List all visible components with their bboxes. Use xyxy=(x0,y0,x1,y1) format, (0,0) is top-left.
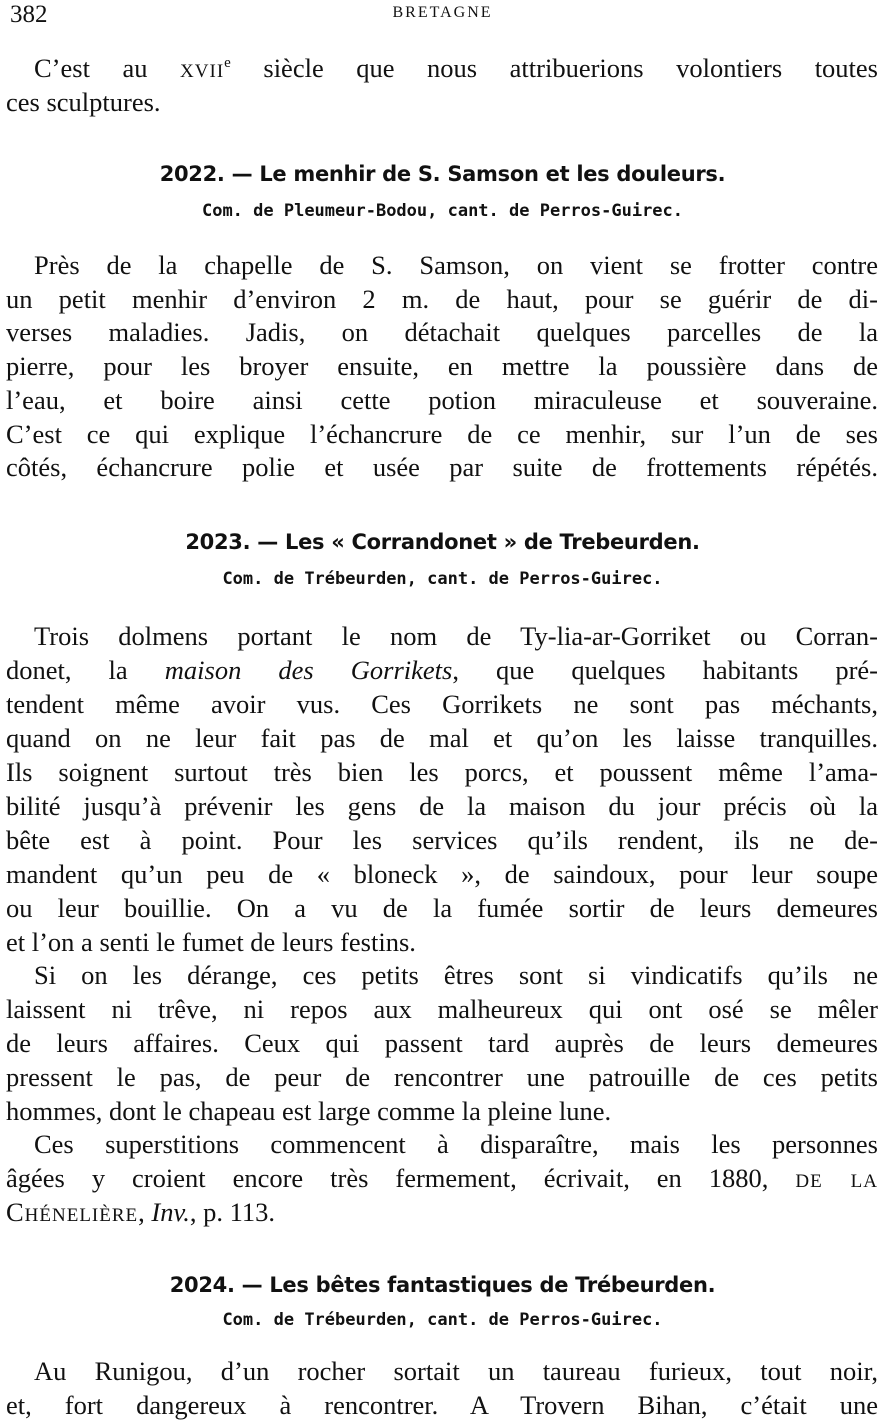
entry-2023-line: laissent ni trêve, ni repos aux malheureux qui ont osé se mêler xyxy=(6,994,878,1024)
running-head: BRETAGNE xyxy=(392,4,493,21)
entry-2023-line: bête est à point. Pour les services qu’ils rendent, ils ne de- xyxy=(6,825,878,855)
entry-2022-line: un petit menhir d’environ 2 m. de haut, pour se guérir de di- xyxy=(6,284,878,314)
entry-2022-line: côtés, échancrure polie et usée par suite de frottements répétés. xyxy=(6,452,878,482)
entry-2023-line: Ces superstitions commencent à disparaître, mais les personnes xyxy=(34,1129,878,1159)
entry-2022-line: verses maladies. Jadis, on détachait quelques parcelles de la xyxy=(6,317,878,347)
page-number: 382 xyxy=(10,1,48,28)
entry-2023-line: Trois dolmens portant le nom de Ty-lia-ar-Gorriket ou Corran- xyxy=(34,621,878,651)
entry-2022-title: 2022. — Le menhir de S. Samson et les douleurs. xyxy=(159,162,726,186)
entry-2022-line: l’eau, et boire ainsi cette potion miraculeuse et souveraine. xyxy=(6,385,878,415)
entry-2023-line: tendent même avoir vus. Ces Gorrikets ne sont pas méchants, xyxy=(6,689,878,719)
entry-2023-line: et l’on a senti le fumet de leurs festins. xyxy=(6,927,416,957)
opening-line: C’est au xvii$^e$ siècle que nous attribuerions volontiers toutes xyxy=(34,53,878,83)
entry-2022-subtitle: Com. de Pleumeur-Bodou, cant. de Perros-Guirec. xyxy=(201,201,684,221)
entry-2024-subtitle: Com. de Trébeurden, cant. de Perros-Guirec. xyxy=(222,1310,663,1330)
entry-2022-line: pierre, pour les broyer ensuite, en mettre la poussière dans de xyxy=(6,351,878,381)
entry-2023-line: âgées y croient encore très fermement, écrivait, en 1880, de la xyxy=(6,1163,878,1193)
entry-2023-subtitle: Com. de Trébeurden, cant. de Perros-Guirec. xyxy=(222,569,663,589)
entry-2023-line: quand on ne leur fait pas de mal et qu’on les laisse tranquilles. xyxy=(6,723,878,753)
author-name: Chénelière xyxy=(6,1197,139,1227)
entry-2023-line: donet, la maison des Gorrikets, que quelques habitants pré- xyxy=(6,655,879,685)
italic-reference: Inv. xyxy=(151,1197,190,1227)
century-numeral: xvii xyxy=(180,53,225,83)
entry-2023-line: de leurs affaires. Ceux qui passent tard auprès de leurs demeures xyxy=(6,1028,878,1058)
entry-2022-line: Près de la chapelle de S. Samson, on vient se frotter contre xyxy=(34,250,878,280)
entry-2023-line: Chénelière, Inv., p. 113. xyxy=(6,1197,276,1227)
entry-2023-line: Si on les dérange, ces petits êtres sont si vindicatifs qu’ils ne xyxy=(34,960,878,990)
italic-phrase: maison des Gorrikets xyxy=(164,655,453,685)
entry-2023-line: mandent qu’un peu de « bloneck », de saindoux, pour leur soupe xyxy=(6,859,878,889)
entry-2023-line: hommes, dont le chapeau est large comme la pleine lune. xyxy=(6,1096,612,1126)
page-header xyxy=(10,0,875,30)
entry-2022-line: C’est ce qui explique l’échancrure de ce menhir, sur l’un de ses xyxy=(6,419,878,449)
entry-2023-line: Ils soignent surtout très bien les porcs, et poussent même l’ama- xyxy=(6,757,878,787)
opening-line: ces sculptures. xyxy=(6,87,161,117)
entry-2023-line: bilité jusqu’à prévenir les gens de la maison du jour précis où la xyxy=(6,791,878,821)
entry-2024-line: Au Runigou, d’un rocher sortait un taureau furieux, tout noir, xyxy=(34,1356,878,1386)
entry-2023-title: 2023. — Les « Corrandonet » de Trebeurden. xyxy=(185,530,700,554)
entry-2024-line: et, fort dangereux à rencontrer. A Trovern Bihan, c’était une xyxy=(6,1390,878,1420)
entry-2023-line: ou leur bouillie. On a vu de la fumée sortir de leurs demeures xyxy=(6,893,878,923)
entry-2024-title: 2024. — Les bêtes fantastiques de Trébeurden. xyxy=(169,1273,716,1297)
entry-2023-line: pressent le pas, de peur de rencontrer une patrouille de ces petits xyxy=(6,1062,878,1092)
author-name: de la xyxy=(795,1163,878,1193)
